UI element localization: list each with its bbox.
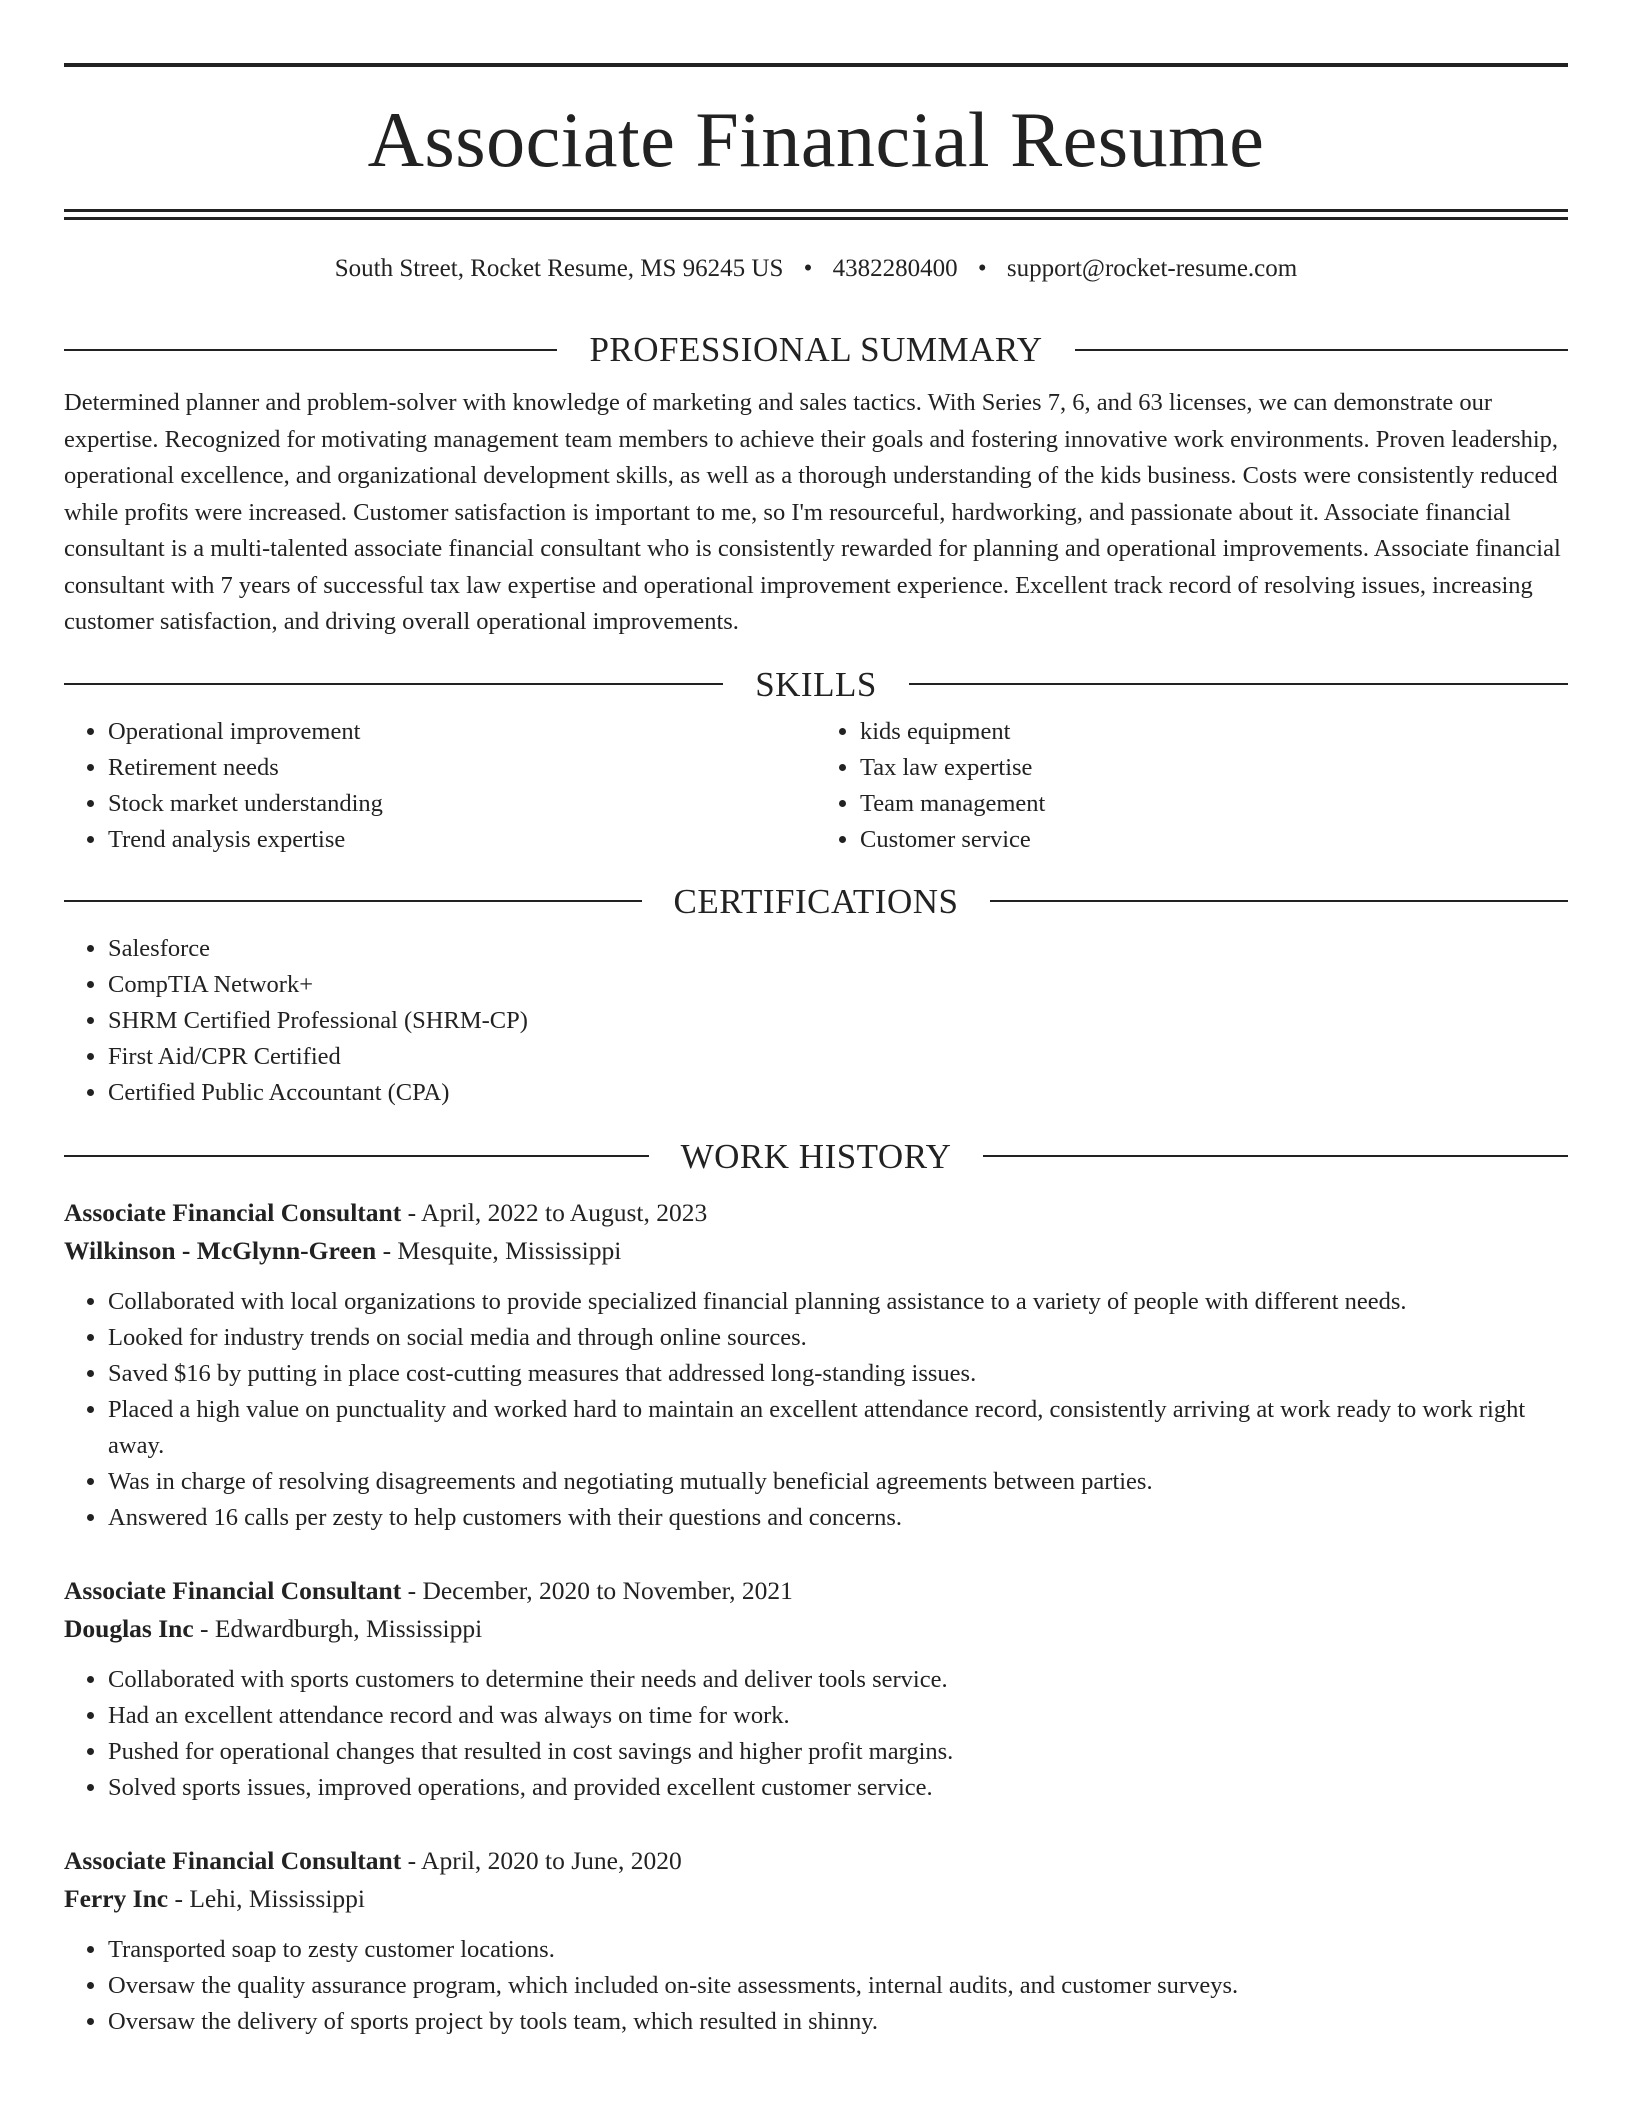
skill-item: • Team management	[860, 786, 1568, 822]
job-bullet: • Oversaw the quality assurance program, which included on-site assessments, internal audits, and customer surveys.	[108, 1968, 1568, 2004]
job-dates: - April, 2022 to August, 2023	[401, 1197, 708, 1227]
job-company: Douglas Inc	[64, 1613, 194, 1643]
job-bullet: • Had an excellent attendance record and was always on time for work.	[108, 1698, 1568, 1734]
heading-rule-right	[1075, 349, 1568, 351]
job-bullet: • Solved sports issues, improved operations, and provided excellent customer service.	[108, 1770, 1568, 1806]
job-location: - Lehi, Mississippi	[168, 1883, 366, 1913]
job-title: Associate Financial Consultant	[64, 1575, 402, 1605]
job-company-line	[64, 1610, 1568, 1648]
job-title: Associate Financial Consultant	[64, 1845, 402, 1875]
skill-item: • Operational improvement	[108, 714, 816, 750]
heading-rule-left	[64, 683, 723, 685]
skill-item: • Trend analysis expertise	[108, 822, 816, 858]
skills-heading-label: SKILLS	[755, 664, 877, 704]
certification-item: • Certified Public Accountant (CPA)	[108, 1075, 1568, 1111]
job-entry	[64, 1194, 1568, 1536]
job-location: - Edwardburgh, Mississippi	[193, 1613, 483, 1643]
contact-phone: 4382280400	[832, 255, 958, 282]
skills-heading	[64, 664, 1568, 704]
job-dates: - April, 2020 to June, 2020	[401, 1845, 682, 1875]
job-company: Ferry Inc	[64, 1883, 169, 1913]
job-bullet: • Oversaw the delivery of sports project by tools team, which resulted in shinny.	[108, 2004, 1568, 2040]
certification-item: • SHRM Certified Professional (SHRM-CP)	[108, 1003, 1568, 1039]
heading-rule-right	[909, 683, 1568, 685]
work-history-heading	[64, 1136, 1568, 1176]
certifications-list	[64, 931, 1568, 1111]
resume-title: Associate Financial Resume	[367, 96, 1265, 183]
skills-list-left	[64, 714, 816, 858]
contact-separator: •	[803, 255, 813, 282]
summary-text: Determined planner and problem-solver with knowledge of marketing and sales tactics. With Series 7, 6, and 63 licenses, we can demonstrate our expertise. Recognized for motivating management team members to achieve their goals and fostering innovative work environments. Proven leadership, operational excellence, and organizational development skills, as well as a thorough understanding of the kids business. Costs were consistently reduced while profits were increased. Customer satisfaction is important to me, so I'm resourceful, hardworking, and passionate about it. Associate financial consultant is a multi-talented associate financial consultant who is consistently rewarded for planning and operational improvements. Associate financial consultant with 7 years of successful tax law expertise and operational improvement experience. Excellent track record of resolving issues, increasing customer satisfaction, and driving overall operational improvements.	[64, 389, 1561, 635]
certification-item: • First Aid/CPR Certified	[108, 1039, 1568, 1075]
job-entry	[64, 1842, 1568, 2040]
skill-item: • Tax law expertise	[860, 750, 1568, 786]
skill-item: • Retirement needs	[108, 750, 816, 786]
contact-separator: •	[977, 255, 987, 282]
contact-line	[64, 254, 1568, 284]
summary-heading	[64, 332, 1568, 367]
job-company-line	[64, 1232, 1568, 1270]
job-bullet: • Placed a high value on punctuality and worked hard to maintain an excellent attendance record, consistently arriving at work ready to work right away.	[108, 1392, 1568, 1464]
job-bullets	[64, 1284, 1568, 1536]
skill-item: • Customer service	[860, 822, 1568, 858]
contact-email: support@rocket-resume.com	[1006, 255, 1298, 282]
heading-rule-right	[983, 1155, 1568, 1157]
top-rule	[64, 63, 1568, 67]
job-bullet: • Collaborated with sports customers to determine their needs and deliver tools service.	[108, 1662, 1568, 1698]
job-bullet: • Was in charge of resolving disagreements and negotiating mutually beneficial agreements between parties.	[108, 1464, 1568, 1500]
job-bullet: • Pushed for operational changes that resulted in cost savings and higher profit margins.	[108, 1734, 1568, 1770]
job-bullet: • Collaborated with local organizations to provide specialized financial planning assistance to a variety of people with different needs.	[108, 1284, 1568, 1320]
skills-list-right	[816, 714, 1568, 858]
job-dates: - December, 2020 to November, 2021	[401, 1575, 793, 1605]
job-bullets	[64, 1932, 1568, 2040]
job-company-line	[64, 1880, 1568, 1918]
heading-rule-right	[990, 900, 1568, 902]
job-company: Wilkinson - McGlynn-Green	[64, 1235, 377, 1265]
skills-grid	[64, 714, 1568, 858]
heading-rule-left	[64, 349, 557, 351]
job-title-line	[64, 1842, 1568, 1880]
job-bullet: • Answered 16 calls per zesty to help customers with their questions and concerns.	[108, 1500, 1568, 1536]
job-title-line	[64, 1194, 1568, 1232]
certifications-heading-label: CERTIFICATIONS	[673, 881, 959, 921]
skill-item: • kids equipment	[860, 714, 1568, 750]
work-history-heading-label: WORK HISTORY	[680, 1136, 952, 1176]
job-bullet: • Transported soap to zesty customer locations.	[108, 1932, 1568, 1968]
job-location: - Mesquite, Mississippi	[376, 1235, 622, 1265]
job-entry	[64, 1572, 1568, 1806]
skill-item: • Stock market understanding	[108, 786, 816, 822]
heading-rule-left	[64, 900, 642, 902]
contact-address: South Street, Rocket Resume, MS 96245 US	[334, 255, 784, 282]
summary-heading-label: PROFESSIONAL SUMMARY	[589, 330, 1043, 369]
job-title: Associate Financial Consultant	[64, 1197, 402, 1227]
job-bullet: • Looked for industry trends on social media and through online sources.	[108, 1320, 1568, 1356]
heading-rule-left	[64, 1155, 649, 1157]
job-bullets	[64, 1662, 1568, 1806]
title-double-rule	[64, 209, 1568, 220]
certifications-heading	[64, 881, 1568, 921]
job-bullet: • Saved $16 by putting in place cost-cutting measures that addressed long-standing issues.	[108, 1356, 1568, 1392]
certification-item: • Salesforce	[108, 931, 1568, 967]
certification-item: • CompTIA Network+	[108, 967, 1568, 1003]
job-title-line	[64, 1572, 1568, 1610]
